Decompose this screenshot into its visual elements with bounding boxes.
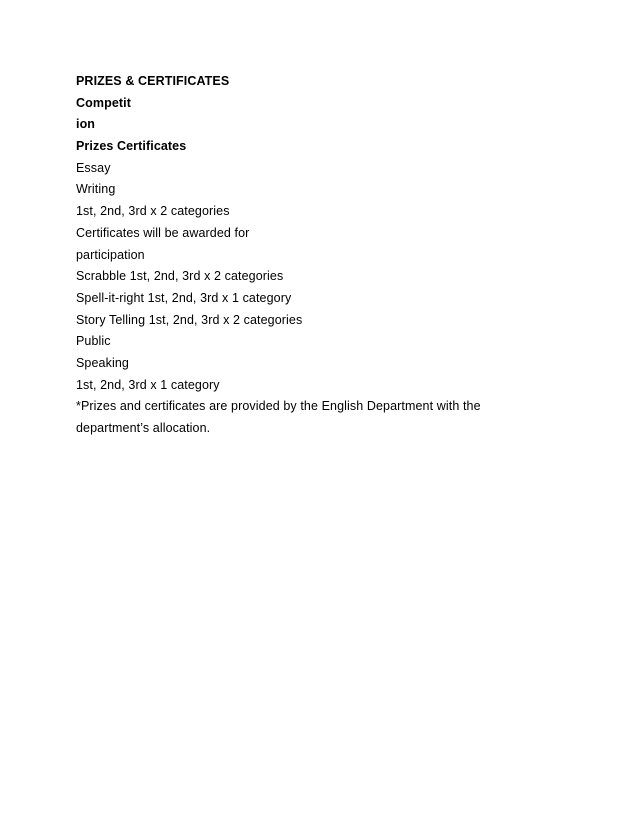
text-line-writing: Writing [76,182,116,197]
text-line-spell-it-right: Spell-it-right 1st, 2nd, 3rd x 1 category [76,290,292,305]
table-header-competition-part1: Competit [76,95,131,110]
text-line-certificates-note: Certificates will be awarded for [76,225,250,240]
text-line-public: Public [76,334,111,349]
text-line-participation: participation [76,247,145,262]
text-line-footnote-part2: department’s allocation. [76,421,211,435]
text-line-public-speaking-prizes: 1st, 2nd, 3rd x 1 category [76,377,220,392]
table-header-competition-part2: ion [76,117,96,132]
text-line-story-telling: Story Telling 1st, 2nd, 3rd x 2 categories [76,312,303,327]
text-line-speaking: Speaking [76,355,129,370]
document-content [76,71,556,440]
table-header-prizes-certificates: Prizes Certificates [76,139,187,154]
section-heading: PRIZES & CERTIFICATES [76,74,230,88]
text-line-essay-prizes: 1st, 2nd, 3rd x 2 categories [76,204,230,219]
text-line-scrabble: Scrabble 1st, 2nd, 3rd x 2 categories [76,269,284,284]
text-line-footnote-part1: *Prizes and certificates are provided by the English Department with the [76,399,481,414]
text-line-essay: Essay [76,160,111,175]
